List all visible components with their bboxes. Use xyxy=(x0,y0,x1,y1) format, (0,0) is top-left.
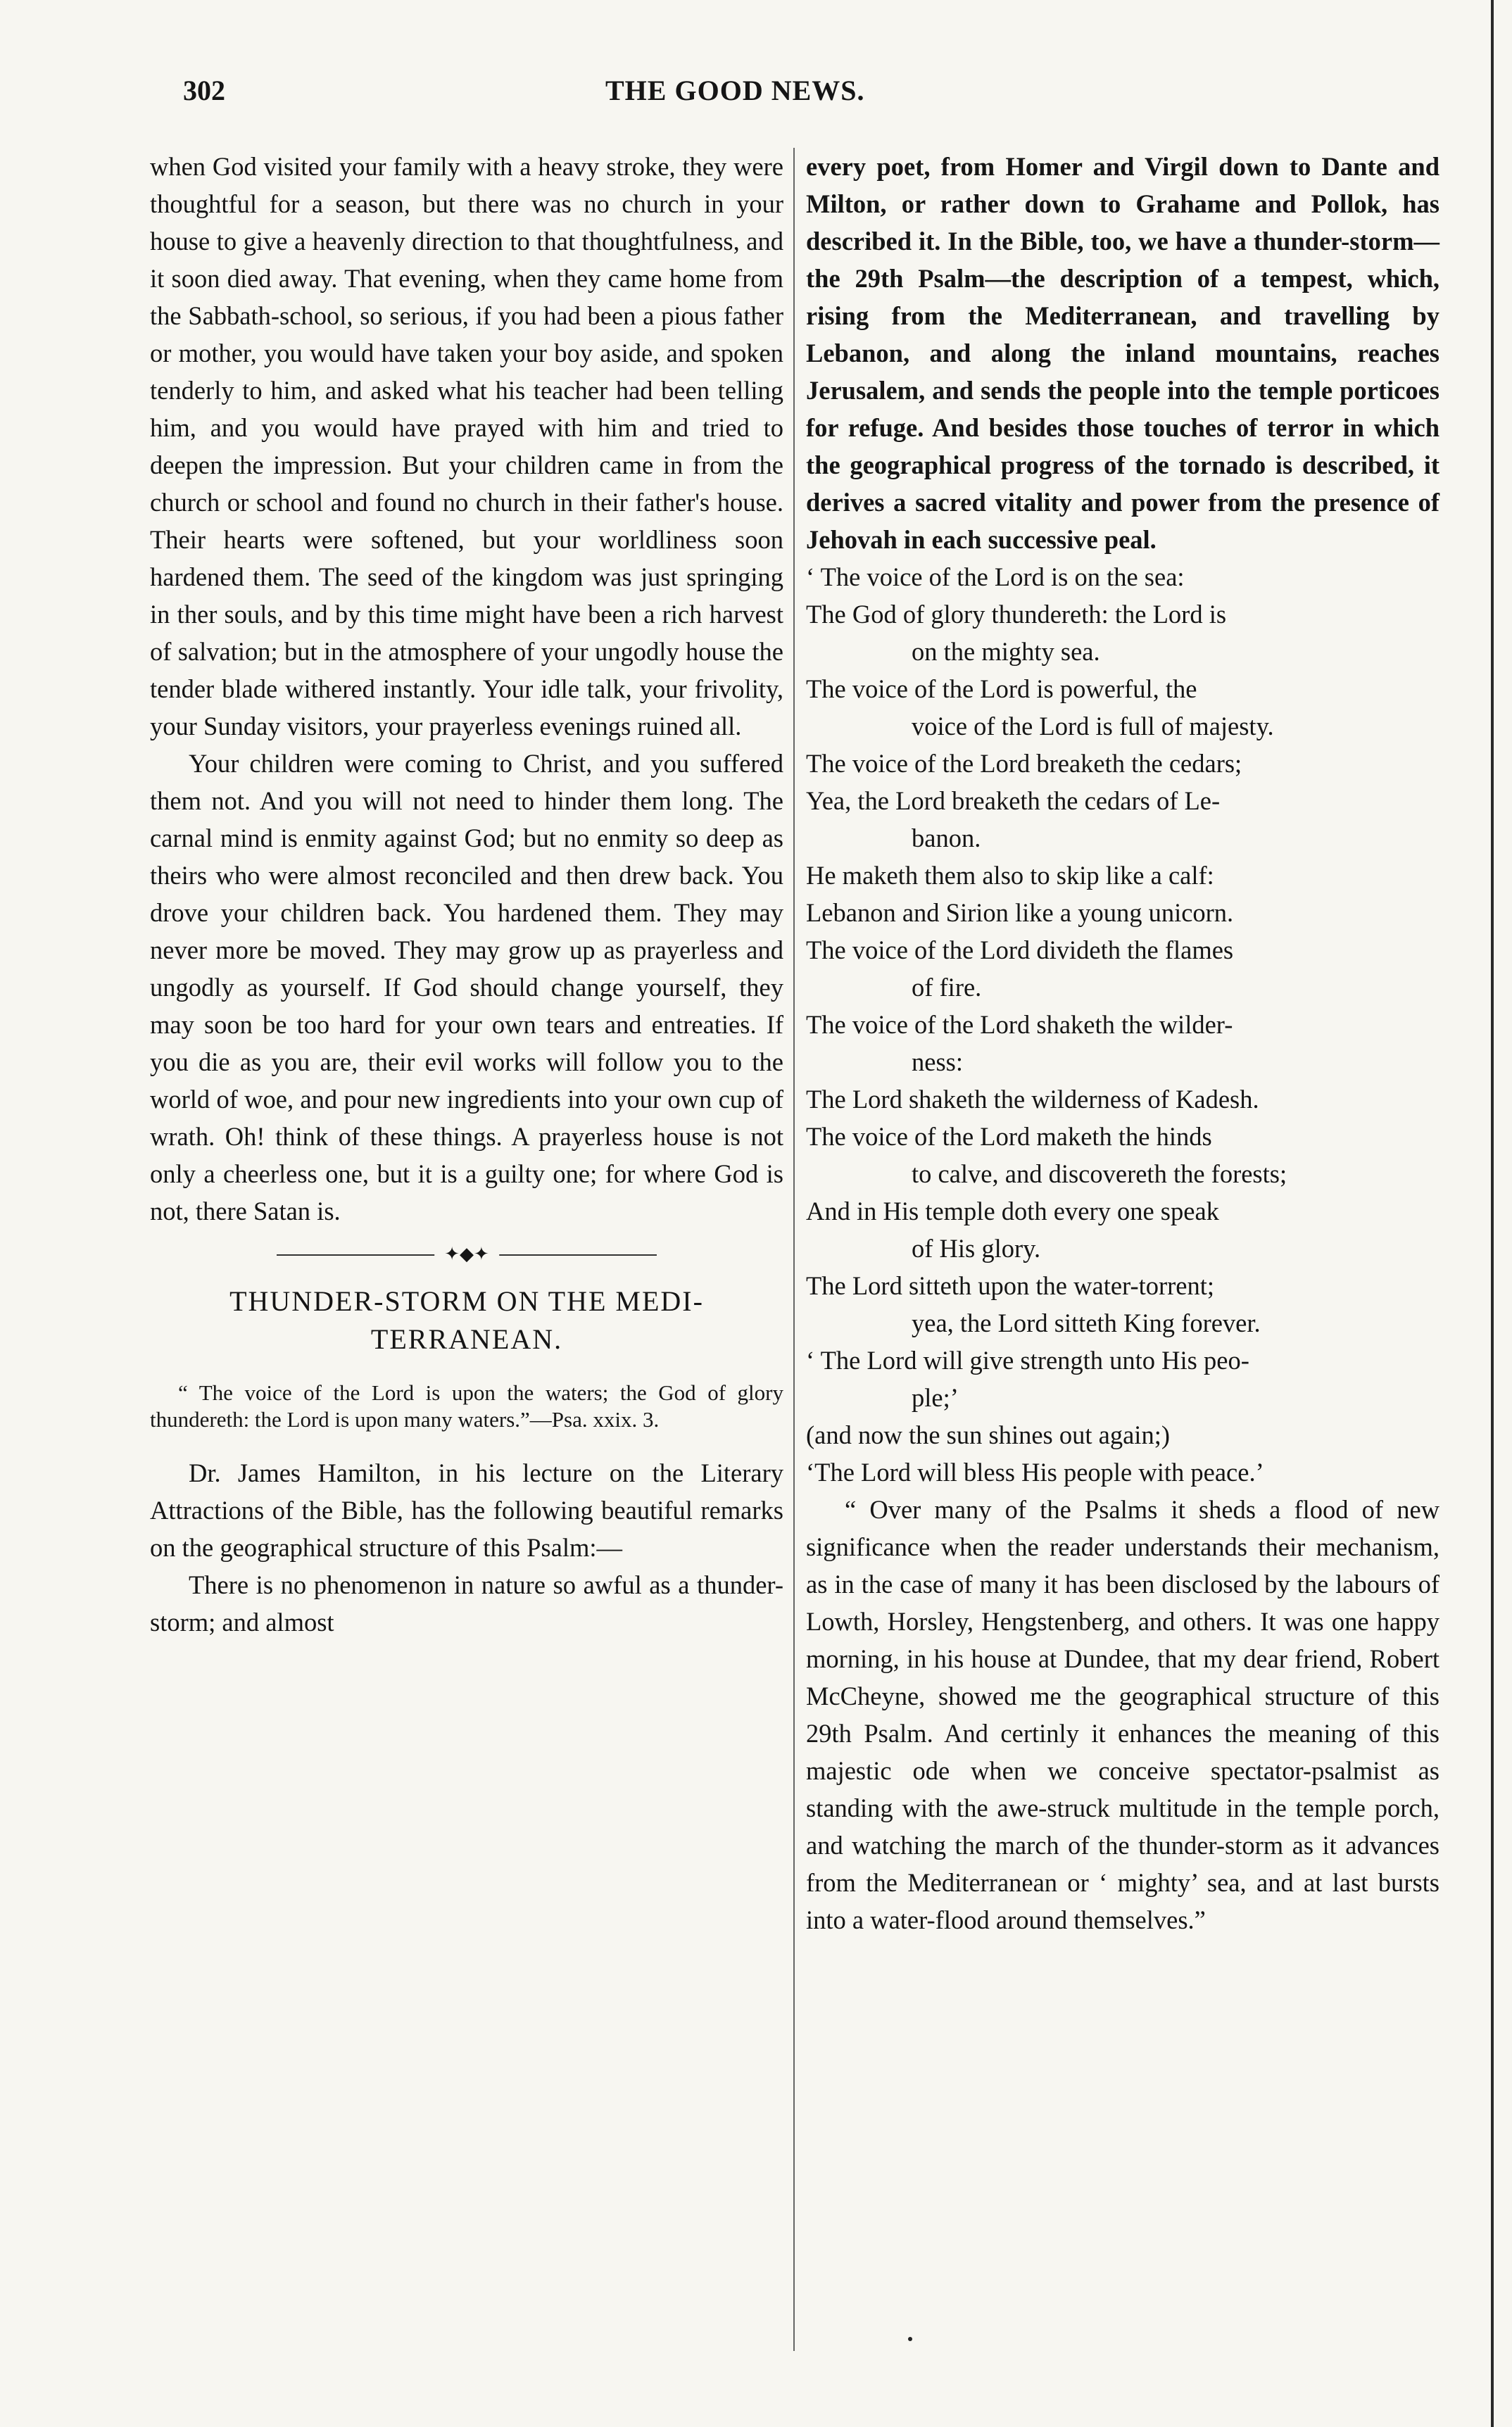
verse-line: The voice of the Lord breaketh the cedars; xyxy=(806,749,1242,778)
section-title-line-1: THUNDER-STORM ON THE MEDI- xyxy=(229,1285,704,1317)
epigraph: “ The voice of the Lord is upon the waters; the God of glory thundereth: the Lord is upon many waters.”—Psa. xxix. 3. xyxy=(150,1380,783,1432)
page-header xyxy=(141,67,1084,116)
verse-line: (and now the sun shines out again;) xyxy=(806,1420,1170,1449)
left-paragraph-4: There is no phenomenon in nature so awful as a thunder-storm; and almost xyxy=(150,1570,783,1637)
divider-ornament: ✦◆✦ xyxy=(434,1242,499,1267)
ink-speck xyxy=(908,2337,912,2341)
verse-line: ‘The Lord will bless His people with peace.’ xyxy=(806,1458,1264,1487)
verse-line: Lebanon and Sirion like a young unicorn. xyxy=(806,898,1234,927)
verse-line: ‘ The voice of the Lord is on the sea: xyxy=(806,562,1185,591)
verse-line: The Lord sitteth upon the water-torrent; yea, the Lord sitteth King forever. xyxy=(806,1271,1261,1337)
verse-line: He maketh them also to skip like a calf: xyxy=(806,861,1214,890)
verse-line: And in His temple doth every one speak of His glory. xyxy=(806,1197,1219,1263)
page-number: 302 xyxy=(183,75,225,106)
verse-line: The Lord shaketh the wilderness of Kadesh. xyxy=(806,1085,1259,1114)
page-edge-line xyxy=(1491,0,1494,2427)
psalm-verses xyxy=(806,558,1439,1491)
column-divider xyxy=(793,148,795,2351)
right-column xyxy=(806,148,1439,1939)
right-paragraph-1: every poet, from Homer and Virgil down to Dante and Milton, or rather down to Grahame and Pollok, has described it. In the Bible, too, we have a thunder-storm—the 29th Psalm—the description of a tempest, which, rising from the Mediterranean, and travelling by Lebanon, and along the inland mountains, reaches Jerusalem, and sends the people into the temple porticoes for refuge. And besides those touches of terror in which the geographical progress of the tornado is described, it derives a sacred vitality and power from the presence of Jehovah in each successive peal. xyxy=(806,152,1439,554)
section-title-line-2: TERRANEAN. xyxy=(370,1323,563,1355)
section-divider xyxy=(150,1240,783,1268)
verse-line: The voice of the Lord shaketh the wilder- ness: xyxy=(806,1010,1233,1076)
verse-line: The voice of the Lord divideth the flames of fire. xyxy=(806,935,1234,1002)
left-column xyxy=(150,148,783,1641)
left-paragraph-2: Your children were coming to Christ, and you suffered them not. And you will not need to hinder them long. The carnal mind is enmity against God; but no enmity so deep as theirs who were almost reconciled and then drew back. You drove your children back. You hardened them. They may never more be moved. They may grow up as prayerless and ungodly as yourself. If God should change yourself, they may soon be too hard for your own tears and entreaties. If you die as you are, their evil works will follow you to the world of woe, and pour new ingredients into your own cup of wrath. Oh! think of these things. A prayerless house is not only a cheerless one, but it is a guilty one; for where God is not, there Satan is. xyxy=(150,749,783,1225)
left-paragraph-1: when God visited your family with a heavy stroke, they were thoughtful for a season, but there was no church in your house to give a heavenly direction to that thoughtfulness, and it soon died away. That evening, when they came home from the Sabbath-school, so serious, if you had been a pious father or mother, you would have taken your boy aside, and spoken tenderly to him, and asked what his teacher had been telling him, and you would have prayed with him and tried to deepen the impression. But your children came in from the church or school and found no church in their father's house. Their hearts were softened, but your worldliness soon hardened them. The seed of the kingdom was just springing in ther souls, and by this time might have been a rich harvest of salvation; but in the atmosphere of your ungodly house the tender blade withered instantly. Your idle talk, your frivolity, your Sunday visitors, your prayerless evenings ruined all. xyxy=(150,152,783,740)
verse-line: The voice of the Lord maketh the hinds to calve, and discovereth the forests; xyxy=(806,1122,1287,1188)
verse-line: The voice of the Lord is powerful, the voice of the Lord is full of majesty. xyxy=(806,674,1274,740)
verse-line: ‘ The Lord will give strength unto His peo- ple;’ xyxy=(806,1346,1249,1412)
right-paragraph-2: “ Over many of the Psalms it sheds a flood of new significance when the reader understands their mechanism, as in the case of many it has been disclosed by the labours of Lowth, Horsley, Hengstenberg, and others. It was one happy morning, in his house at Dundee, that my dear friend, Robert McCheyne, showed me the geographical structure of this 29th Psalm. And certinly it enhances the meaning of this majestic ode when we conceive spectator-psalmist as standing with the awe-struck multitude in the temple porch, and watching the march of the thunder-storm as it advances from the Mediterranean or ‘ mighty’ sea, and at last bursts into a water-flood around themselves.” xyxy=(806,1495,1439,1934)
running-title: THE GOOD NEWS. xyxy=(605,75,865,106)
section-title xyxy=(150,1282,783,1359)
left-paragraph-3: Dr. James Hamilton, in his lecture on the Literary Attractions of the Bible, has the following beautiful remarks on the geographical structure of this Psalm:— xyxy=(150,1458,783,1562)
verse-line: The God of glory thundereth: the Lord is on the mighty sea. xyxy=(806,600,1227,666)
verse-line: Yea, the Lord breaketh the cedars of Le- banon. xyxy=(806,786,1221,852)
